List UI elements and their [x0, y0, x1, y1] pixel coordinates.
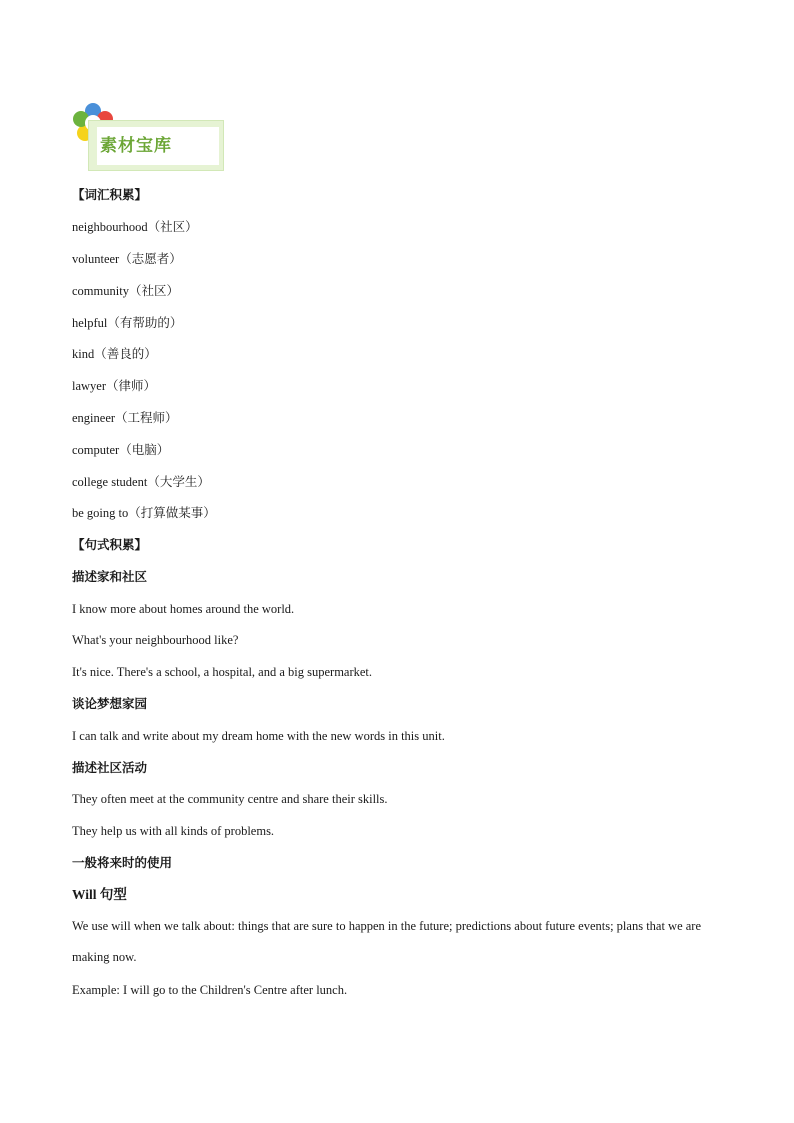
badge-title: 素材宝库: [100, 136, 172, 156]
will-paragraph: We use will when we talk about: things that are sure to happen in the future; predictions about future events; plans that we are making now.: [72, 919, 702, 964]
section-title: 描述家和社区: [72, 570, 148, 584]
section-title: 描述社区活动: [72, 761, 148, 775]
vocab-item: computer（电脑）: [72, 443, 170, 457]
sentences-header: 【句式积累】: [72, 538, 148, 552]
vocab-item: neighbourhood（社区）: [72, 220, 198, 234]
sentence-line: They often meet at the community centre and share their skills.: [72, 792, 388, 806]
vocab-item: lawyer（律师）: [72, 379, 157, 393]
section-badge: [70, 101, 230, 173]
vocab-item: volunteer（志愿者）: [72, 252, 182, 266]
will-title: Will 句型: [72, 887, 127, 902]
vocab-item: kind（善良的）: [72, 347, 157, 361]
vocab-item: community（社区）: [72, 284, 179, 298]
vocab-item: helpful（有帮助的）: [72, 316, 183, 330]
sentence-line: What's your neighbourhood like?: [72, 633, 239, 647]
vocab-item: engineer（工程师）: [72, 411, 178, 425]
sentence-line: They help us with all kinds of problems.: [72, 824, 275, 838]
sentence-line: It's nice. There's a school, a hospital, and a big supermarket.: [72, 665, 373, 679]
vocab-item: be going to（打算做某事）: [72, 506, 216, 520]
sentence-line: I can talk and write about my dream home with the new words in this unit.: [72, 729, 445, 743]
example-line: Example: I will go to the Children's Centre after lunch.: [72, 983, 348, 997]
sentence-line: I know more about homes around the world.: [72, 602, 295, 616]
section-title: 一般将来时的使用: [72, 856, 173, 870]
vocab-item: college student（大学生）: [72, 475, 210, 489]
section-title: 谈论梦想家园: [72, 697, 148, 711]
vocab-header: 【词汇积累】: [72, 188, 148, 202]
